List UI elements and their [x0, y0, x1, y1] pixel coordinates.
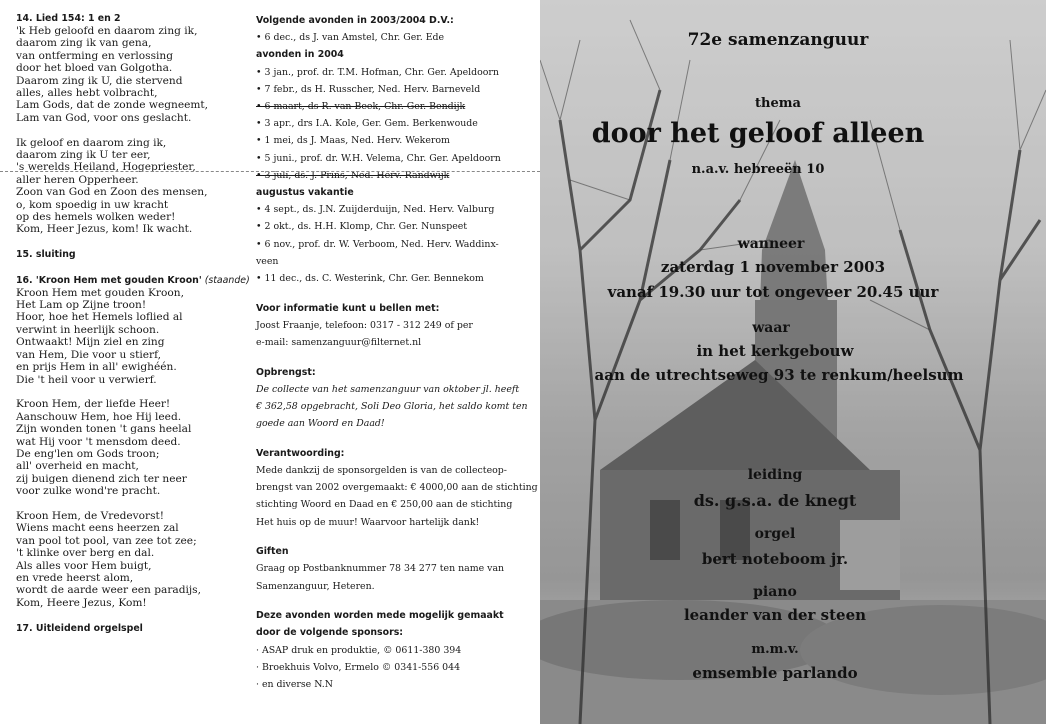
- text-line: [16, 199, 256, 211]
- line-text: Opbrengst:: [256, 366, 316, 378]
- text-line: [16, 223, 256, 235]
- line-text: wordt de aarde weer een paradijs,: [16, 584, 201, 597]
- line-text: avonden in 2004: [256, 49, 344, 61]
- text-line: [256, 462, 526, 479]
- line-text: Het Lam op Zijne troon!: [16, 299, 147, 312]
- line-text: o, kom spoedig in uw kracht: [16, 198, 169, 211]
- text-line: [16, 87, 256, 99]
- text-line: [16, 112, 256, 124]
- fold-line: [0, 171, 540, 173]
- line-text: Graag op Postbanknummer 78 34 277 ten name van: [256, 563, 505, 575]
- line-text: Samenzanguur, Heteren.: [256, 580, 375, 592]
- text-line: [256, 167, 526, 184]
- line-text: · en diverse N.N: [256, 679, 333, 691]
- line-text: 't klinke over berg en dal.: [16, 547, 155, 560]
- text-line: [16, 287, 256, 299]
- line-text: · Broekhuis Volvo, Ermelo © 0341-556 044: [256, 661, 461, 673]
- lead-name: ds. g.s.a. de knegt: [693, 491, 857, 510]
- spacer: [16, 236, 256, 248]
- text-line: [16, 25, 256, 37]
- text-line: [256, 253, 526, 270]
- line-text: van ontferming en verlossing: [16, 49, 174, 62]
- spacer: [256, 531, 526, 543]
- line-text: door het bloed van Golgotha.: [16, 62, 173, 75]
- text-line: [256, 29, 526, 46]
- text-line: [16, 597, 256, 609]
- line-text: Wiens macht eens heerzen zal: [16, 522, 179, 535]
- text-line: [16, 547, 256, 559]
- event-date: zaterdag 1 november 2003: [660, 258, 886, 276]
- line-text: van Hem, Die voor u stierf,: [16, 348, 161, 361]
- line-text: 6 nov., prof. dr. W. Verboom, Ned. Herv. Waddinx-: [264, 238, 499, 250]
- line-text: Kroon Hem, der liefde Heer!: [16, 398, 171, 411]
- section-heading: [256, 445, 526, 462]
- text-line: [16, 460, 256, 472]
- text-line: [256, 218, 526, 235]
- line-text: Zijn wonden tonen 't gans heelal: [16, 423, 192, 436]
- text-line: [256, 334, 526, 351]
- line-text: e-mail: samenzanguur@filternet.nl: [256, 337, 422, 349]
- line-text: daarom zing ik van gena,: [16, 37, 152, 50]
- lead-label: leiding: [747, 467, 803, 483]
- thema-subtitle: n.a.v. hebreeën 10: [691, 162, 825, 177]
- text-line: [16, 336, 256, 348]
- text-line: [16, 522, 256, 534]
- event-address: aan de utrechtseweg 93 te renkum/heelsum: [594, 366, 964, 384]
- line-text: Kom, Heere Jezus, Kom!: [16, 596, 147, 609]
- text-line: [16, 137, 256, 149]
- line-text: veen: [256, 255, 279, 267]
- text-line: [16, 75, 256, 87]
- thema-label: thema: [755, 96, 801, 111]
- line-text: 11 dec., ds. C. Westerink, Chr. Ger. Bennekom: [264, 273, 484, 285]
- line-text: van pool tot pool, van zee tot zee;: [16, 534, 197, 547]
- text-line: [256, 642, 526, 659]
- text-line: [16, 361, 256, 373]
- line-text: Kroon Hem met gouden Kroon,: [16, 286, 184, 299]
- left-column-lyrics: [16, 12, 256, 635]
- line-text: daarom zing ik U ter eer,: [16, 149, 151, 162]
- section-heading: [256, 543, 526, 560]
- line-text: Verantwoording:: [256, 447, 345, 459]
- line-text: aller heren Opperheer.: [16, 173, 139, 186]
- line-text: zij buigen dienend zich ter neer: [16, 472, 187, 485]
- line-text: Lam van God, voor ons geslacht.: [16, 111, 192, 124]
- text-line: [16, 411, 256, 423]
- line-text: verwint in heerlijk schoon.: [16, 323, 160, 336]
- line-text: Als alles voor Hem buigt,: [16, 559, 152, 572]
- section-heading: [256, 46, 526, 63]
- text-line: [16, 473, 256, 485]
- text-line: [256, 317, 526, 334]
- line-text: 14. Lied 154: 1 en 2: [16, 13, 121, 24]
- organ-label: orgel: [754, 526, 796, 542]
- section-heading: [16, 248, 256, 261]
- thema-title: door het geloof alleen: [591, 118, 925, 149]
- text-line: [256, 659, 526, 676]
- line-text: Zoon van God en Zoon des mensen,: [16, 186, 208, 199]
- text-line: [16, 324, 256, 336]
- line-text: 'k Heb geloofd en daarom zing ik,: [16, 25, 198, 37]
- line-suffix: (staande): [201, 274, 250, 286]
- line-text: Lam Gods, dat de zonde wegneemt,: [16, 99, 209, 112]
- text-line: [256, 514, 526, 531]
- where-label: waar: [752, 320, 790, 336]
- section-heading: [16, 12, 256, 25]
- when-label: wanneer: [737, 236, 805, 252]
- section-heading: [16, 622, 256, 635]
- text-line: [256, 81, 526, 98]
- spacer: [16, 609, 256, 621]
- text-line: [256, 560, 526, 577]
- line-text: 17. Uitleidend orgelspel: [16, 622, 143, 634]
- middle-column-info: [256, 12, 538, 693]
- text-line: [256, 201, 526, 218]
- section-heading: [256, 364, 526, 381]
- line-text: 6 maart, ds R. van Beek, Chr. Ger. Bendijk: [264, 101, 466, 113]
- section-heading: [256, 300, 526, 317]
- line-text: Volgende avonden in 2003/2004 D.V.:: [256, 15, 454, 26]
- line-text: Het huis op de muur! Waarvoor hartelijk dank!: [256, 516, 480, 528]
- line-text: alles, alles hebt volbracht,: [16, 87, 158, 100]
- line-text: Deze avonden worden mede mogelijk gemaakt: [256, 610, 504, 622]
- text-line: [256, 115, 526, 132]
- text-line: [16, 485, 256, 497]
- text-line: [16, 510, 256, 522]
- text-line: [256, 398, 526, 415]
- text-line: [16, 349, 256, 361]
- organ-name: bert noteboom jr.: [701, 550, 849, 568]
- spacer: [256, 595, 526, 607]
- text-line: [16, 62, 256, 74]
- line-text: augustus vakantie: [256, 187, 354, 199]
- text-line: [16, 99, 256, 111]
- line-text: De eng'len om Gods troon;: [16, 447, 160, 460]
- text-line: [16, 560, 256, 572]
- line-text: Hoor, hoe het Hemels loflied al: [16, 311, 183, 324]
- line-text: en prijs Hem in all' ewighéén.: [16, 361, 177, 374]
- edition-title: 72e samenzanguur: [687, 30, 869, 50]
- text-line: [16, 398, 256, 410]
- text-line: [16, 448, 256, 460]
- line-text: en vrede heerst alom,: [16, 571, 134, 584]
- line-text: De collecte van het samenzanguur van oktober jl. heeft: [256, 383, 520, 395]
- text-line: [16, 299, 256, 311]
- text-line: [256, 415, 526, 432]
- line-text: 3 juli, ds. J. Prins, Ned. Herv. Randwijk: [264, 169, 450, 181]
- line-text: all' overheid en macht,: [16, 460, 139, 473]
- line-text: 2 okt., ds. H.H. Klomp, Chr. Ger. Nunspeet: [264, 221, 468, 233]
- line-text: 7 febr., ds H. Russcher, Ned. Herv. Barneveld: [264, 83, 481, 95]
- spacer: [256, 432, 526, 444]
- line-text: door de volgende sponsors:: [256, 627, 404, 639]
- section-heading: [256, 624, 526, 641]
- line-text: Voor informatie kunt u bellen met:: [256, 302, 440, 314]
- line-text: goede aan Woord en Daad!: [256, 418, 385, 430]
- spacer: [16, 261, 256, 273]
- spacer: [16, 124, 256, 136]
- line-text: Daarom zing ik U, die stervend: [16, 74, 183, 87]
- cover-photo: [540, 0, 1046, 724]
- piano-label: piano: [753, 584, 797, 600]
- text-line: [256, 98, 526, 115]
- line-text: wat Hij voor 't mensdom deed.: [16, 435, 181, 448]
- section-heading: [16, 274, 256, 287]
- text-line: [256, 676, 526, 693]
- line-text: · ASAP druk en produktie, © 0611-380 394: [256, 644, 462, 656]
- section-heading: [256, 607, 526, 624]
- text-line: [16, 211, 256, 223]
- spacer: [16, 386, 256, 398]
- line-text: 16. 'Kroon Hem met gouden Kroon': [16, 274, 202, 286]
- line-text: 3 apr., drs I.A. Kole, Ger. Gem. Berkenwoude: [264, 118, 478, 130]
- spacer: [256, 351, 526, 363]
- text-line: [16, 572, 256, 584]
- ensemble-name: emsemble parlando: [692, 664, 858, 682]
- text-line: [16, 37, 256, 49]
- line-text: Ik geloof en daarom zing ik,: [16, 136, 167, 149]
- text-line: [16, 584, 256, 596]
- spacer: [16, 498, 256, 510]
- text-line: [16, 50, 256, 62]
- line-text: 4 sept., ds. J.N. Zuijderduijn, Ned. Herv. Valburg: [264, 204, 495, 216]
- line-text: Giften: [256, 546, 289, 558]
- line-text: Mede dankzij de sponsorgelden is van de collecteop-: [256, 465, 507, 477]
- line-text: Ontwaakt! Mijn ziel en zing: [16, 336, 165, 349]
- line-text: 6 dec., ds J. van Amstel, Chr. Ger. Ede: [264, 32, 445, 44]
- line-text: 15. sluiting: [16, 249, 76, 261]
- text-line: [256, 132, 526, 149]
- text-line: [256, 578, 526, 595]
- line-text: op des hemels wolken weder!: [16, 211, 176, 224]
- text-line: [256, 479, 538, 496]
- text-line: [256, 236, 526, 253]
- text-line: [16, 535, 256, 547]
- text-line: [256, 270, 526, 287]
- line-text: € 362,58 opgebracht, Soli Deo Gloria, het saldo komt ten: [256, 401, 528, 413]
- spacer: [256, 287, 526, 299]
- line-text: 1 mei, ds J. Maas, Ned. Herv. Wekerom: [264, 135, 450, 147]
- text-line: [16, 186, 256, 198]
- piano-name: leander van der steen: [683, 606, 867, 624]
- line-text: 's werelds Heiland, Hogepriester,: [16, 161, 196, 174]
- text-line: [16, 436, 256, 448]
- text-line: [16, 374, 256, 386]
- text-line: [16, 311, 256, 323]
- line-text: voor zulke wond're pracht.: [16, 485, 161, 498]
- line-text: Die 't heil voor u verwierf.: [16, 373, 157, 386]
- section-heading: [256, 184, 526, 201]
- section-heading: [256, 12, 526, 29]
- line-text: 3 jan., prof. dr. T.M. Hofman, Chr. Ger. Apeldoorn: [264, 66, 499, 78]
- text-line: [256, 150, 526, 167]
- text-line: [256, 496, 526, 513]
- event-time: vanaf 19.30 uur tot ongeveer 20.45 uur: [607, 283, 939, 301]
- line-text: brengst van 2002 overgemaakt: € 4000,00 aan de stichting: [256, 482, 538, 494]
- line-text: 5 juni., prof. dr. W.H. Velema, Chr. Ger. Apeldoorn: [264, 152, 501, 164]
- line-text: Kom, Heer Jezus, kom! Ik wacht.: [16, 223, 193, 236]
- text-line: [16, 149, 256, 161]
- line-text: Joost Fraanje, telefoon: 0317 - 312 249 of per: [256, 319, 473, 331]
- text-line: [256, 64, 526, 81]
- event-place: in het kerkgebouw: [696, 342, 854, 360]
- text-line: [256, 381, 526, 398]
- line-text: Kroon Hem, de Vredevorst!: [16, 509, 165, 522]
- mmv-label: m.m.v.: [751, 642, 799, 657]
- line-text: stichting Woord en Daad en € 250,00 aan de stichting: [256, 499, 513, 511]
- line-text: Aanschouw Hem, hoe Hij leed.: [16, 410, 182, 423]
- text-line: [16, 174, 256, 186]
- text-line: [16, 423, 256, 435]
